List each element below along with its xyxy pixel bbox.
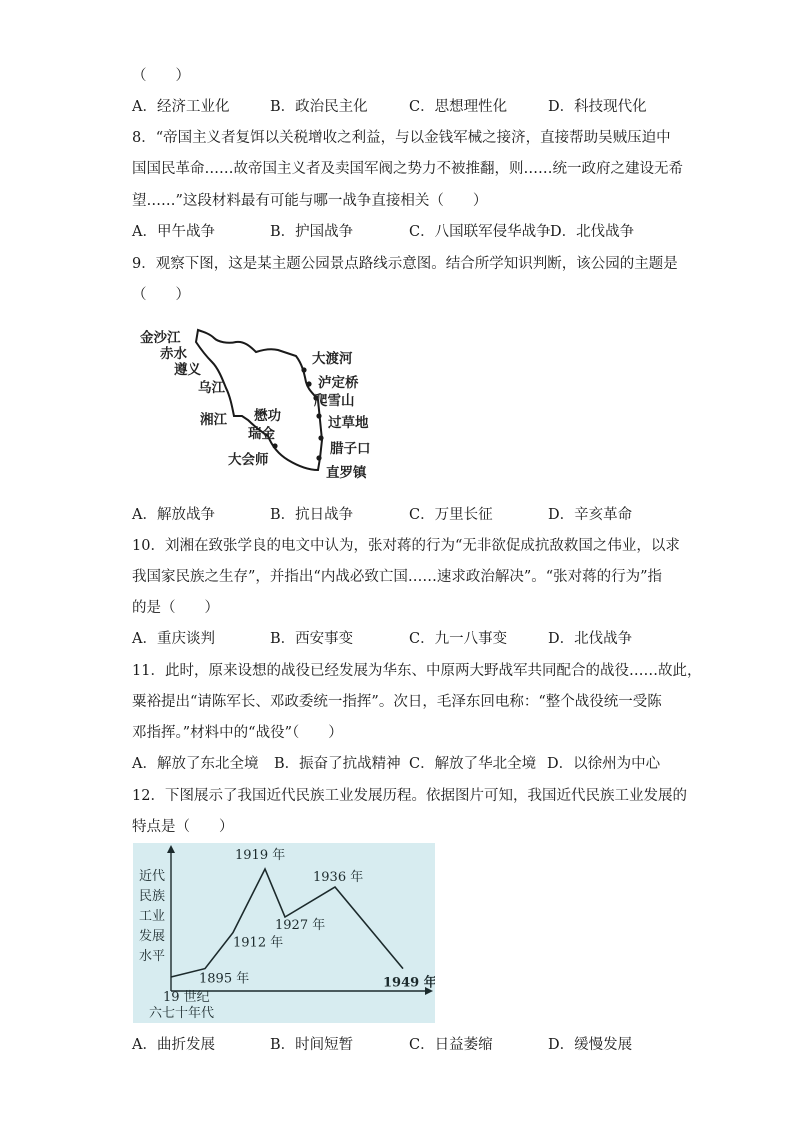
q9-stem-line-2: （ ） xyxy=(132,287,190,303)
q12-option-b[interactable]: B．时间短暂 xyxy=(270,1037,354,1053)
q10-stem-line-1: 10．刘湘在致张学良的电文中认为，张对蒋的行为“无非欲促成抗敌救国之伟业，以求 xyxy=(132,538,680,554)
map-label-ludingqiao: 泸定桥 xyxy=(318,375,359,391)
q11-stem-line-2: 粟裕提出“请陈军长、邓政委统一指挥”。次日，毛泽东回电称：“整个战役统一受陈 xyxy=(132,694,662,710)
q9-option-c[interactable]: C．万里长征 xyxy=(409,507,493,523)
q11-stem-line-1: 11．此时，原来设想的战役已经发展为华东、中原两大野战军共同配合的战役……故此， xyxy=(132,663,702,679)
route-dot-guocaodi xyxy=(316,413,321,418)
route-dot-ludingqiao xyxy=(306,381,311,386)
map-label-lazikou: 腊子口 xyxy=(330,441,371,457)
route-dot-lazikou xyxy=(318,435,323,440)
chart-x-origin-line-1: 19 世纪 xyxy=(163,990,210,1005)
chart-point-label: 1919 年 xyxy=(235,848,286,863)
chart-point-label: 1895 年 xyxy=(199,971,250,987)
q12-option-a[interactable]: A．曲折发展 xyxy=(132,1037,215,1053)
map-label-xiangjiang: 湘江 xyxy=(200,412,227,428)
q11-option-b[interactable]: B．振奋了抗战精神 xyxy=(274,756,401,772)
route-outline xyxy=(196,330,322,470)
map-label-zhiluozhen: 直罗镇 xyxy=(326,465,367,481)
q8-stem-line-3: 望……”这段材料最有可能与哪一战争直接相关（ ） xyxy=(132,193,488,209)
q9-option-a[interactable]: A．解放战争 xyxy=(132,507,215,523)
industry-development-chart xyxy=(133,843,435,1023)
q8-stem-line-2: 国国民革命……故帝国主义者及卖国军阀之势力不被推翻，则……统一政府之建设无希 xyxy=(132,161,683,177)
map-label-daduhe: 大渡河 xyxy=(312,351,353,367)
map-label-jinshajiang: 金沙江 xyxy=(140,330,181,346)
q11-option-c[interactable]: C．解放了华北全境 xyxy=(409,756,537,772)
map-label-guocaodi: 过草地 xyxy=(328,415,369,431)
chart-ylabel-line-1: 近代 xyxy=(139,869,166,884)
chart-point-label: 1927 年 xyxy=(275,918,326,933)
chart-ylabel-line-3: 工业 xyxy=(139,909,166,924)
route-dot-dahuishi xyxy=(272,443,277,448)
q10-option-c[interactable]: C．九一八事变 xyxy=(409,631,508,647)
q7-paren: （ ） xyxy=(132,68,190,84)
q9-stem-line-1: 9．观察下图，这是某主题公园景点路线示意图。结合所学知识判断，该公园的主题是 xyxy=(132,256,678,272)
q11-option-d[interactable]: D．以徐州为中心 xyxy=(547,756,661,772)
map-label-maogong: 懋功 xyxy=(254,408,281,424)
long-march-route-map xyxy=(132,320,392,490)
q7-option-d[interactable]: D．科技现代化 xyxy=(548,99,647,115)
map-label-chishui: 赤水 xyxy=(160,346,187,362)
q9-option-b[interactable]: B．抗日战争 xyxy=(270,507,354,523)
q12-stem-line-1: 12．下图展示了我国近代民族工业发展历程。依据图片可知，我国近代民族工业发展的 xyxy=(132,788,687,804)
q7-option-a[interactable]: A．经济工业化 xyxy=(132,99,230,115)
q12-option-d[interactable]: D．缓慢发展 xyxy=(548,1037,633,1053)
q12-stem-line-2: 特点是（ ） xyxy=(132,819,234,835)
q9-option-d[interactable]: D．辛亥革命 xyxy=(548,507,633,523)
chart-ylabel-line-4: 发展 xyxy=(139,929,166,944)
q8-option-b[interactable]: B．护国战争 xyxy=(270,224,354,240)
q10-stem-line-2: 我国家民族之生存”，并指出“内战必致亡国……速求政治解决”。“张对蒋的行为”指 xyxy=(132,569,663,585)
q8-option-d[interactable]: D．北伐战争 xyxy=(550,224,635,240)
map-label-ruijin: 瑞金 xyxy=(248,426,275,442)
q11-stem-line-3: 邓指挥。”材料中的“战役”（ ） xyxy=(132,725,343,741)
q8-option-a[interactable]: A．甲午战争 xyxy=(132,224,215,240)
q12-option-c[interactable]: C．日益萎缩 xyxy=(409,1037,493,1053)
map-label-zunyi: 遵义 xyxy=(174,362,201,378)
map-label-wujiang: 乌江 xyxy=(198,380,225,396)
chart-y-axis-arrow xyxy=(167,845,175,853)
map-label-paxueshan: 爬雪山 xyxy=(314,393,355,409)
route-dot-daduhe xyxy=(301,367,306,372)
chart-ylabel-line-2: 民族 xyxy=(139,889,166,904)
chart-point-label: 1949 年 xyxy=(383,975,435,991)
chart-point-labels xyxy=(199,847,435,991)
q10-option-b[interactable]: B．西安事变 xyxy=(270,631,354,647)
q10-stem-line-3: 的是（ ） xyxy=(132,600,219,616)
route-dot-zhiluozhen xyxy=(316,455,321,460)
map-label-dahuishi: 大会师 xyxy=(228,452,269,468)
chart-x-origin-line-2: 六七十年代 xyxy=(149,1006,215,1021)
q10-option-a[interactable]: A．重庆谈判 xyxy=(132,631,215,647)
q7-option-c[interactable]: C．思想理性化 xyxy=(409,99,508,115)
q8-option-c[interactable]: C．八国联军侵华战争 xyxy=(409,224,551,240)
q11-option-a[interactable]: A．解放了东北全境 xyxy=(132,756,259,772)
chart-ylabel-line-5: 水平 xyxy=(139,949,166,964)
chart-point-label: 1936 年 xyxy=(313,870,364,885)
chart-point-label: 1912 年 xyxy=(233,935,284,951)
q8-stem-line-1: 8．“帝国主义者复饵以关税增收之利益，与以金钱军械之接济，直接帮助吴贼压迫中 xyxy=(132,130,671,146)
q7-option-b[interactable]: B．政治民主化 xyxy=(270,99,368,115)
q10-option-d[interactable]: D．北伐战争 xyxy=(548,631,633,647)
